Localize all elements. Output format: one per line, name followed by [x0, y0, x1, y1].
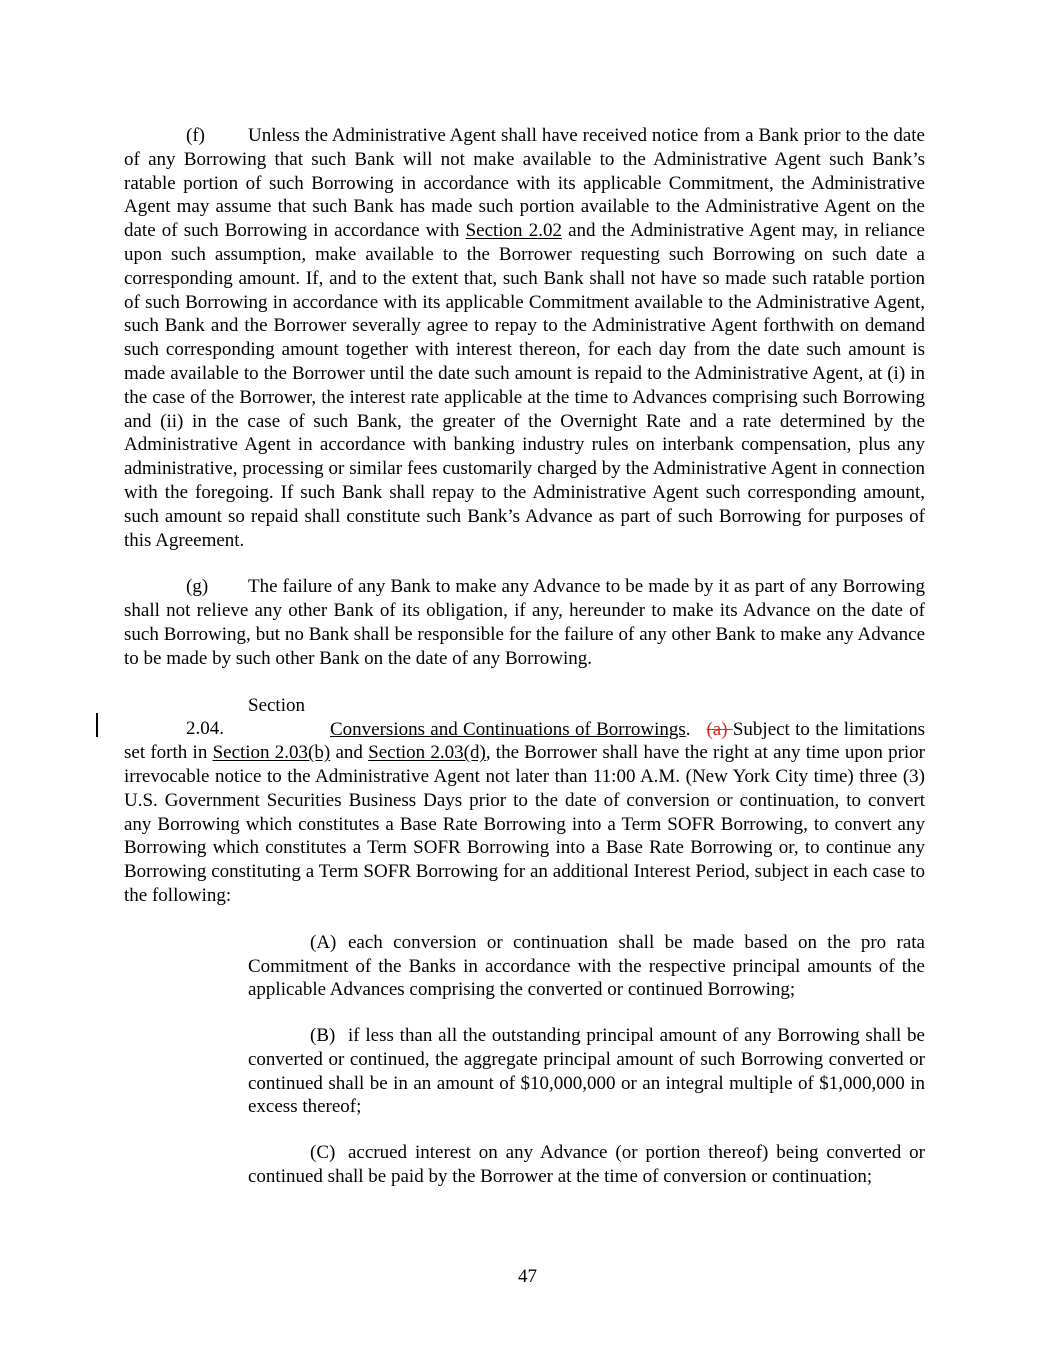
revision-change-bar — [96, 713, 98, 737]
section-text: Subject to the limitations set forth in — [124, 718, 925, 764]
paragraph-label: (g) — [186, 576, 209, 598]
paragraph-f — [124, 124, 925, 552]
page-number: 47 — [518, 1266, 537, 1287]
section-label: Section 2.04. — [186, 694, 305, 740]
section-reference: Section 2.02 — [465, 220, 562, 242]
subitem-label: (C) — [310, 1142, 336, 1164]
document-page — [124, 124, 925, 1211]
section-title: Conversions and Continuations of Borrowings — [330, 718, 686, 740]
deleted-text: (a) — [706, 718, 733, 740]
subitem — [248, 1024, 925, 1119]
subitem-text: if less than all the outstanding principal amount of any Borrowing shall be converted or continued, the aggregate principal amount of such Borrowing converted or continued shall be in an amount of $10,000,000 or an integral multiple of $1,000,000 in excess thereof; — [248, 1025, 925, 1118]
section-reference: Section 2.03(b) — [212, 742, 331, 764]
subitem — [248, 931, 925, 1002]
paragraph-label: (f) — [186, 125, 205, 146]
paragraph-text: and the Administrative Agent may, in reliance upon such assumption, make available to the Borrower requesting such Borrowing on such date a corresponding amount. If, and to the extent that, such Bank shall not have so made such ratable portion of such Borrowing in accordance with its applicable Commitment available to the Administrative Agent, such Bank and the Borrower severally agree to repay to the Administrative Agent forthwith on demand such corresponding amount together with interest thereon, for each day from the date such amount is made available to the Borrower until the date such amount is repaid to the Administrative Agent, at (i) in the case of the Borrower, the interest rate applicable at the time to Advances comprising such Borrowing and (ii) in the case of such Bank, the greater of the Overnight Rate and a rate determined by the Administrative Agent in accordance with banking industry rules on interbank compensation, plus any administrative, processing or similar fees customarily charged by the Administrative Agent in connection with the foregoing. If such Bank shall repay to the Administrative Agent such corresponding amount, such amount so repaid shall constitute such Bank’s Advance as part of such Borrowing for purposes of this Agreement. — [124, 220, 925, 551]
subitem-list — [248, 931, 925, 1189]
subitem-label: (A) — [310, 931, 337, 953]
subitem-label: (B) — [310, 1025, 336, 1047]
section-text: and — [330, 742, 369, 764]
section-reference: Section 2.03(d) — [368, 742, 486, 764]
section-title-period: . — [685, 718, 691, 740]
subitem — [248, 1141, 925, 1189]
section-text: , the Borrower shall have the right at any time upon prior irrevocable notice to the Administrative Agent not later than 11:00 A.M. (New York City time) three (3) U.S. Government Securities Business Days prior to the date of conversion or continuation, to convert any Borrowing which constitutes a Base Rate Borrowing into a Term SOFR Borrowing, to convert any Borrowing which constitutes a Term SOFR Borrowing into a Base Rate Borrowing or, to continue any Borrowing constituting a Term SOFR Borrowing for an additional Interest Period, subject in each case to the following: — [124, 742, 925, 906]
paragraph-text: The failure of any Bank to make any Advance to be made by it as part of any Borrowing shall not relieve any other Bank of its obligation, if any, hereunder to make its Advance on the date of such Borrowing, but no Bank shall be responsible for the failure of any other Bank to make any Advance to be made by such other Bank on the date of any Borrowing. — [124, 576, 925, 669]
section-2-04 — [124, 694, 925, 908]
subitem-text: accrued interest on any Advance (or portion thereof) being converted or continued shall be paid by the Borrower at the time of conversion or continuation; — [248, 1142, 925, 1188]
paragraph-text: Unless the Administrative Agent shall have received notice from a Bank prior to the date of any Borrowing that such Bank will not make available to the Administrative Agent such Bank’s ratable portion of such Borrowing in accordance with its applicable Commitment, the Administrative Agent may assume that such Bank has made such portion available to the Administrative Agent on the date of such Borrowing in accordance with — [124, 125, 925, 242]
subitem-text: each conversion or continuation shall be made based on the pro rata Commitment of the Banks in accordance with the respective principal amounts of the applicable Advances comprising the converted or continued Borrowing; — [248, 931, 925, 1001]
paragraph-g — [124, 575, 925, 670]
